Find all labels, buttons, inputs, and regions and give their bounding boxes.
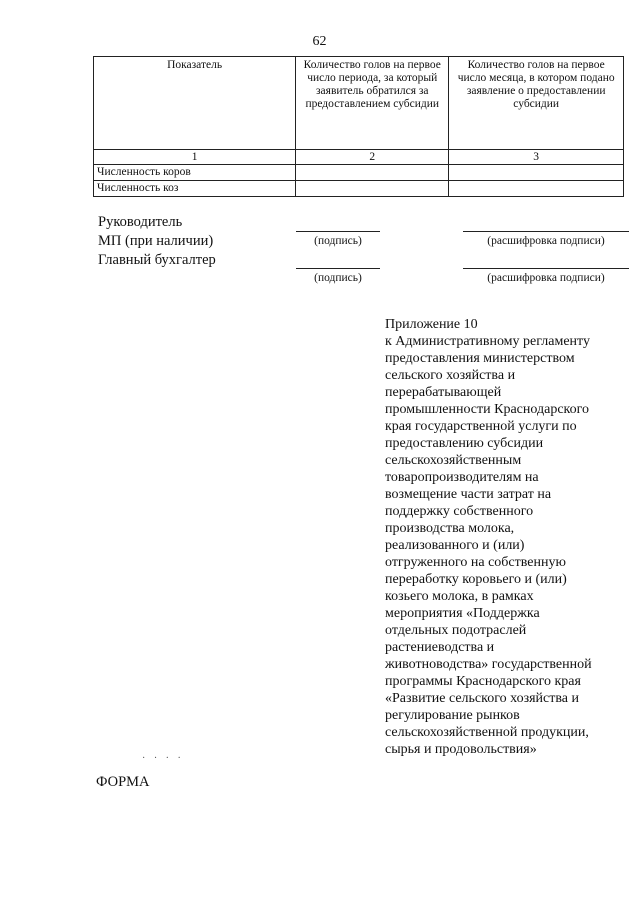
appendix-line: перерабатывающей bbox=[385, 385, 502, 400]
head-signature-caption: (подпись) bbox=[314, 235, 362, 247]
accountant-signature-line bbox=[296, 268, 380, 269]
appendix-line: сельского хозяйства и bbox=[385, 368, 516, 383]
form-label: ФОРМА bbox=[96, 774, 150, 790]
head-signature-line bbox=[296, 231, 380, 232]
page-number: 62 bbox=[312, 34, 327, 49]
accountant-decoding-caption: (расшифровка подписи) bbox=[487, 272, 605, 284]
accountant-label: Главный бухгалтер bbox=[98, 252, 216, 268]
appendix-line: животноводства» государственной bbox=[385, 657, 592, 672]
appendix-line: предоставления министерством bbox=[385, 351, 575, 366]
appendix-line: «Развитие сельского хозяйства и bbox=[385, 691, 580, 706]
appendix-line: возмещение части затрат на bbox=[385, 487, 552, 502]
appendix-line: поддержку собственного bbox=[385, 504, 534, 519]
appendix-line: отгруженного на собственную bbox=[385, 555, 566, 570]
head-label: Руководитель bbox=[98, 214, 183, 230]
appendix-line: сельскохозяйственной продукции, bbox=[385, 725, 589, 740]
appendix-line: сырья и продовольствия» bbox=[385, 742, 537, 757]
table-row bbox=[94, 181, 624, 197]
appendix-line: товаропроизводителям на bbox=[385, 470, 539, 485]
seal-label: МП (при наличии) bbox=[98, 233, 214, 249]
appendix-line: регулирование рынков bbox=[385, 708, 520, 723]
table-cell bbox=[296, 181, 449, 197]
table-cell bbox=[449, 181, 624, 197]
appendix-line: предоставлению субсидии bbox=[385, 436, 544, 451]
appendix-line: Приложение 10 bbox=[385, 317, 478, 332]
appendix-line: края государственной услуги по bbox=[385, 419, 577, 434]
column-number: 1 bbox=[94, 150, 296, 165]
appendix-line: сельскохозяйственным bbox=[385, 453, 522, 468]
column-number: 3 bbox=[449, 150, 624, 165]
row-label-goats: Численность коз bbox=[94, 181, 296, 197]
head-decoding-caption: (расшифровка подписи) bbox=[487, 235, 605, 247]
appendix-line: мероприятия «Поддержка bbox=[385, 606, 540, 621]
scan-specks: · · · · bbox=[142, 753, 184, 764]
column-number: 2 bbox=[296, 150, 449, 165]
appendix-line: козьего молока, в рамках bbox=[385, 589, 534, 604]
header-count-period-start: Количество голов на первое число периода, за который заявитель обратился за предоставлением субсидии bbox=[296, 57, 449, 150]
appendix-line: переработку коровьего и (или) bbox=[385, 572, 567, 587]
appendix-line: растениеводства и bbox=[385, 640, 495, 655]
table-header-row bbox=[94, 57, 624, 150]
header-count-month-start: Количество голов на первое число месяца, в котором подано заявление о предоставлении субсидии bbox=[449, 57, 624, 150]
head-decoding-line bbox=[463, 231, 629, 232]
header-indicator: Показатель bbox=[94, 57, 296, 150]
table-row bbox=[94, 165, 624, 181]
appendix-line: производства молока, bbox=[385, 521, 515, 536]
appendix-block bbox=[385, 316, 625, 758]
indicator-table bbox=[93, 56, 624, 197]
appendix-line: реализованного и (или) bbox=[385, 538, 525, 553]
row-label-cows: Численность коров bbox=[94, 165, 296, 181]
accountant-signature-caption: (подпись) bbox=[314, 272, 362, 284]
accountant-decoding-line bbox=[463, 268, 629, 269]
appendix-line: отдельных подотраслей bbox=[385, 623, 527, 638]
appendix-line: промышленности Краснодарского bbox=[385, 402, 590, 417]
table-cell bbox=[296, 165, 449, 181]
column-number-row bbox=[94, 150, 624, 165]
appendix-line: к Административному регламенту bbox=[385, 334, 590, 349]
table-cell bbox=[449, 165, 624, 181]
appendix-line: программы Краснодарского края bbox=[385, 674, 581, 689]
